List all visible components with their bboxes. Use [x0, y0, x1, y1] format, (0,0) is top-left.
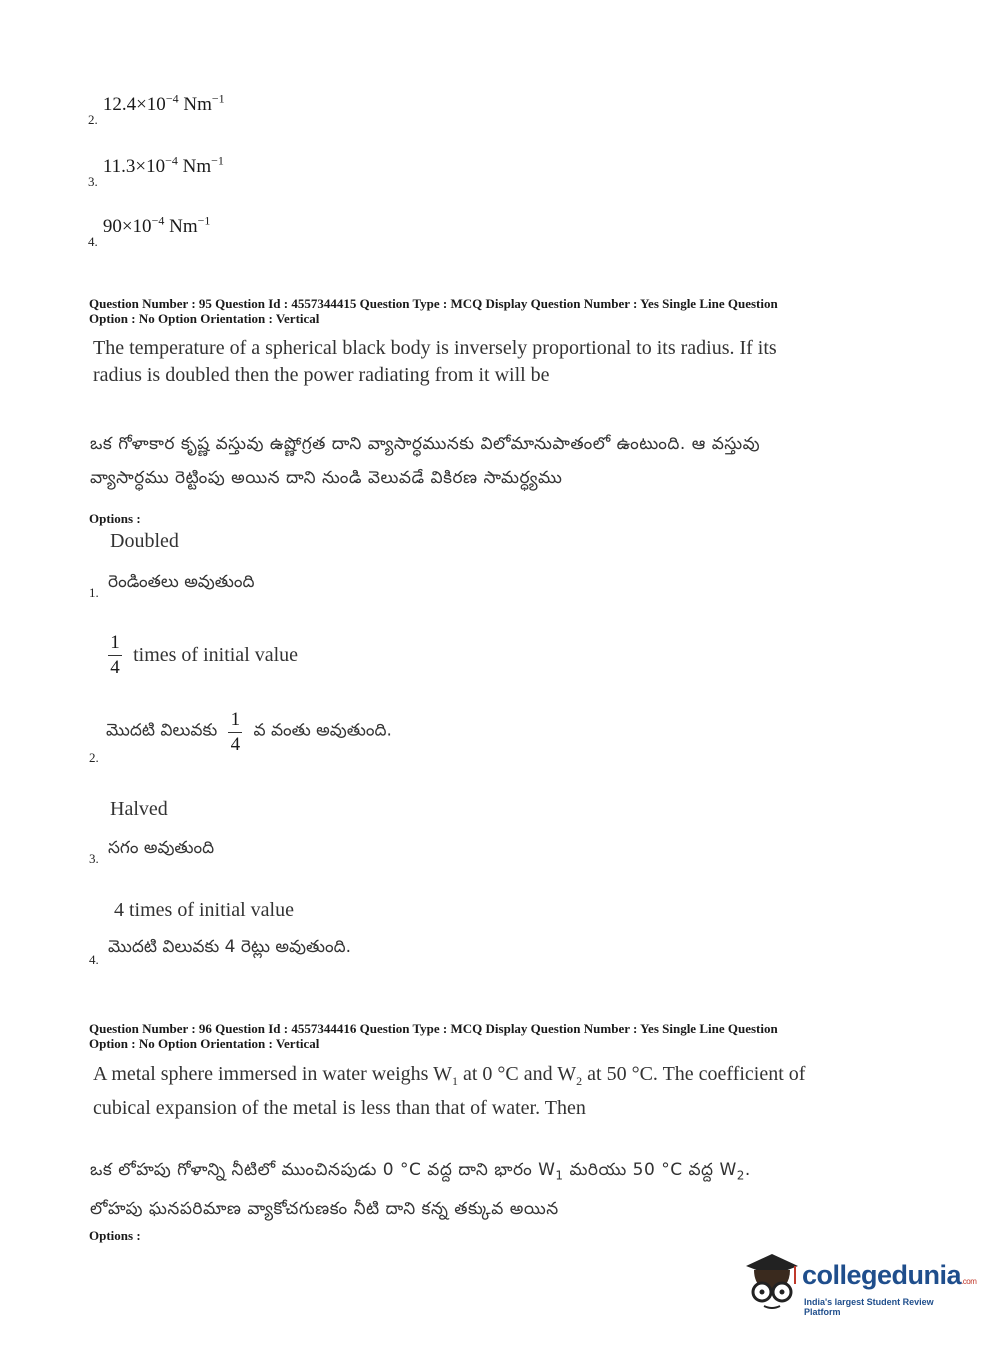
- q95-option-2-te: మొదటి విలువకు $\frac{1}{4}$ వ వంతు అవుతుంది.: [106, 709, 392, 755]
- fraction: $\frac{1}{4}$: [228, 710, 242, 755]
- option-number: 3.: [88, 174, 98, 190]
- q96-text-english: A metal sphere immersed in water weighs $W_1$ at 0 °C and $W_2$ at 50 °C. The coefficient of cubical expansion of the metal is less than that of water. Then: [93, 1063, 806, 1119]
- option-value: $12.4\times 10^{-4}$ $Nm^{-1}$: [102, 92, 225, 116]
- q95-option-4-en: 4 times of initial value: [114, 899, 294, 921]
- option-number: 4.: [88, 234, 98, 250]
- option-number: 2.: [88, 112, 98, 128]
- prev-option-3: [88, 154, 224, 190]
- q95-option-3-number: 3.: [89, 851, 99, 866]
- collegedunia-logo[interactable]: [742, 1250, 977, 1320]
- q95-option-4-number: 4.: [89, 952, 99, 967]
- q95-option-2-number: 2.: [89, 750, 99, 765]
- prev-option-4: [88, 214, 211, 250]
- mascot-icon: [742, 1252, 800, 1312]
- q95-options-label: Options :: [89, 511, 141, 526]
- option-value: $11.3\times 10^{-4}$ $Nm^{-1}$: [102, 154, 224, 178]
- fraction: $\frac{1}{4}$: [108, 633, 122, 678]
- q96-meta: Question Number : 96 Question Id : 4557344416 Question Type : MCQ Display Question Number : Yes Single Line Question Option : No Option Orientation : Vertical: [89, 1021, 778, 1051]
- q95-option-1-en: Doubled: [110, 530, 179, 552]
- q96-text-telugu: ఒక లోహపు గోళాన్ని నీటిలో ముంచినపుడు 0 °C వద్ద దాని భారం $W_1$ మరియు 50 °C వద్ద $W_2$. లోహపు ఘనపరిమాణ వ్యాకోచగుణకం నీటి దాని కన్న తక్కువ అయిన: [90, 1160, 751, 1220]
- logo-tagline: India's largest Student Review Platform: [804, 1297, 934, 1317]
- q95-option-1-number: 1.: [89, 585, 99, 600]
- option-value: $90\times 10^{-4}$ $Nm^{-1}$: [102, 214, 211, 238]
- q95-option-2-en: $\frac{1}{4}$ times of initial value: [108, 633, 298, 678]
- q95-text-telugu: ఒక గోళాకార కృష్ణ వస్తువు ఉష్ణోగ్రత దాని వ్యాసార్ధమునకు విలోమానుపాతంలో ఉంటుంది. ఆ వస్తువు వ్యాసార్ధము రెట్టింపు అయిన దాని నుండి వెలువడే వికిరణ సామర్ధ్యము: [90, 434, 761, 488]
- logo-brand: collegedunia.com: [802, 1260, 977, 1290]
- q95-option-3-en: Halved: [110, 798, 168, 820]
- q95-option-4-te: మొదటి విలువకు 4 రెట్లు అవుతుంది.: [108, 937, 352, 957]
- q95-meta: Question Number : 95 Question Id : 4557344415 Question Type : MCQ Display Question Number : Yes Single Line Question Option : No Option Orientation : Vertical: [89, 296, 778, 326]
- q95-text-english: The temperature of a spherical black body is inversely proportional to its radius. If its radius is doubled then the power radiating from it will be: [93, 337, 777, 386]
- prev-option-2: [88, 92, 225, 128]
- q95-option-3-te: సగం అవుతుంది: [108, 838, 215, 858]
- q96-options-label: Options :: [89, 1228, 141, 1243]
- q95-option-1-te: రెండింతలు అవుతుంది: [108, 572, 255, 592]
